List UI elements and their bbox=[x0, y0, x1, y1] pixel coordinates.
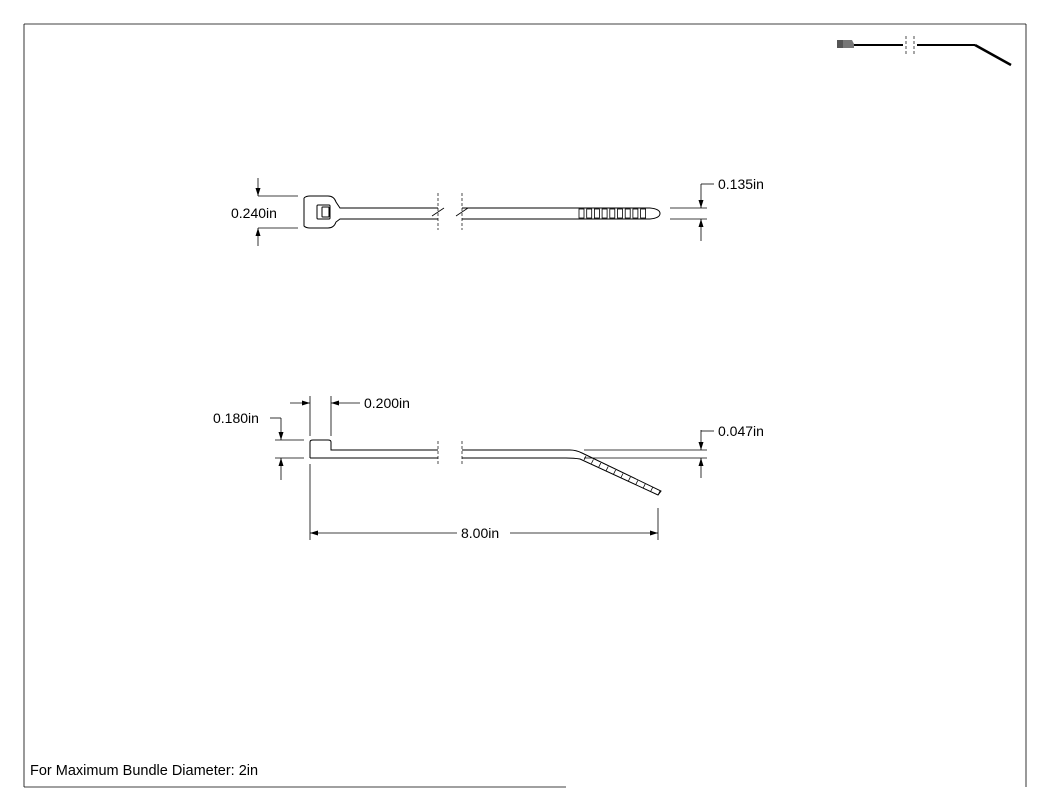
strap-tooth bbox=[628, 477, 630, 481]
strap-tooth bbox=[591, 460, 593, 464]
strap-slot bbox=[594, 209, 599, 218]
strap-slot bbox=[625, 209, 630, 218]
strap-tooth bbox=[636, 481, 638, 485]
strap-teeth bbox=[584, 456, 660, 495]
strap-slots bbox=[579, 209, 646, 218]
top-view bbox=[231, 176, 764, 246]
bundle-diameter-note: For Maximum Bundle Diameter: 2in bbox=[30, 763, 259, 779]
strap-tooth bbox=[606, 467, 608, 471]
dim-head-width: 0.240in bbox=[231, 205, 277, 221]
dim-strap-thickness: 0.047in bbox=[718, 423, 764, 439]
thumbnail-view bbox=[837, 36, 1011, 65]
strap-tooth bbox=[599, 463, 601, 467]
sheet-border bbox=[24, 24, 1026, 787]
strap-slot bbox=[633, 209, 638, 218]
strap-tooth bbox=[621, 474, 623, 478]
strap-slot bbox=[587, 209, 592, 218]
strap-slot bbox=[610, 209, 615, 218]
strap-tooth bbox=[651, 488, 653, 492]
strap-slot bbox=[618, 209, 623, 218]
dim-head-length: 0.200in bbox=[364, 395, 410, 411]
dim-overall-length: 8.00in bbox=[461, 525, 500, 541]
strap-tooth bbox=[614, 470, 616, 474]
side-view bbox=[213, 395, 764, 541]
strap-tooth bbox=[643, 484, 645, 488]
strap-slot bbox=[579, 209, 584, 218]
dim-strap-width: 0.135in bbox=[718, 176, 764, 192]
dim-head-height: 0.180in bbox=[213, 410, 259, 426]
strap-slot bbox=[641, 209, 646, 218]
strap-slot bbox=[602, 209, 607, 218]
